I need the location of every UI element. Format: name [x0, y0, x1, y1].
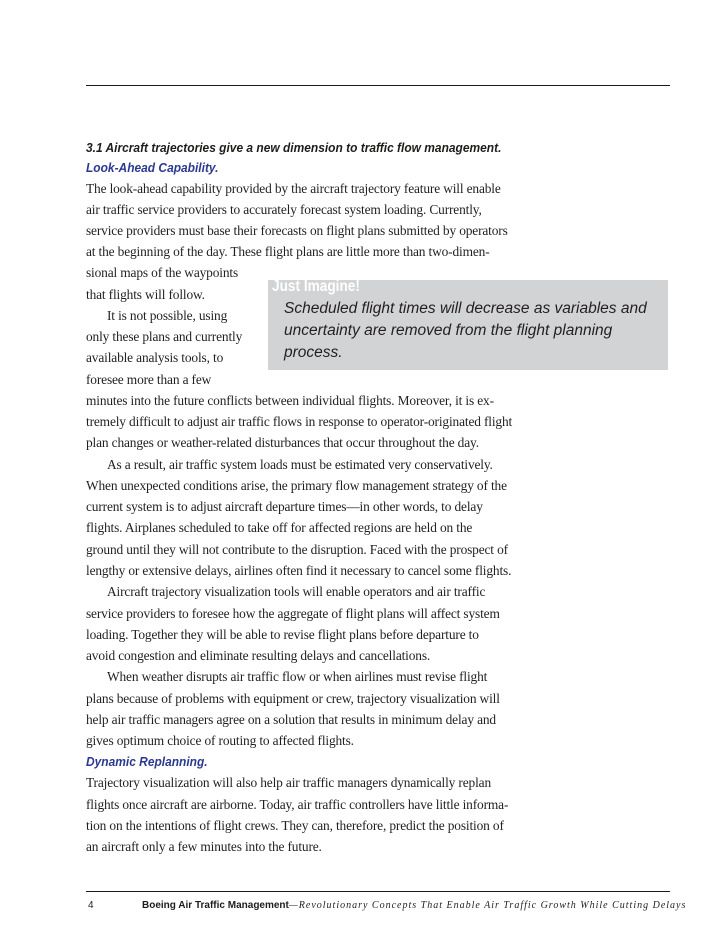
page-number: 4 [88, 900, 94, 911]
subheading-look-ahead: Look-Ahead Capability. [86, 160, 219, 175]
top-rule [86, 85, 670, 86]
body-line: help air traffic managers agree on a solution that results in minimum delay and [86, 712, 496, 727]
footer-dash: — [288, 900, 299, 911]
body-line: As a result, air traffic system loads must be estimated very conservatively. [107, 457, 493, 472]
bottom-rule [86, 891, 670, 892]
body-line: minutes into the future conflicts between individual flights. Moreover, it is ex- [86, 393, 494, 408]
body-line: air traffic service providers to accurately forecast system loading. Currently, [86, 202, 482, 217]
body-line: It is not possible, using [107, 308, 228, 323]
running-footer [142, 900, 686, 911]
footer-title: Boeing Air Traffic Management [142, 900, 289, 911]
body-line: foresee more than a few [86, 372, 212, 387]
body-line: loading. Together they will be able to revise flight plans before departure to [86, 627, 479, 642]
body-line: tion on the intentions of flight crews. They can, therefore, predict the position of [86, 818, 504, 833]
body-line: current system is to adjust aircraft departure times—in other words, to delay [86, 499, 483, 514]
body-line: plans because of problems with equipment or crew, trajectory visualization will [86, 691, 500, 706]
body-line: sional maps of the waypoints [86, 265, 239, 280]
section-heading: 3.1 Aircraft trajectories give a new dimension to traffic flow management. [86, 140, 502, 155]
body-line: Aircraft trajectory visualization tools will enable operators and air traffic [107, 584, 486, 599]
body-line: plan changes or weather-related disturbances that occur throughout the day. [86, 435, 479, 450]
body-line: at the beginning of the day. These flight plans are little more than two-dimen- [86, 244, 490, 259]
body-line: flights. Airplanes scheduled to take off for affected regions are held on the [86, 520, 473, 535]
callout-line: uncertainty are removed from the flight planning [284, 322, 613, 339]
body-line: ground until they will not contribute to the disruption. Faced with the prospect of [86, 542, 508, 557]
body-line: an aircraft only a few minutes into the future. [86, 839, 322, 854]
body-line: avoid congestion and eliminate resulting delays and cancellations. [86, 648, 431, 663]
subheading-dynamic-replanning: Dynamic Replanning. [86, 754, 208, 769]
body-line: When unexpected conditions arise, the primary flow management strategy of the [86, 478, 507, 493]
callout-line: process. [284, 344, 343, 361]
callout-line: Scheduled flight times will decrease as variables and [284, 300, 647, 317]
body-line: only these plans and currently [86, 329, 243, 344]
callout-title: Just Imagine! [272, 278, 360, 295]
body-line: that flights will follow. [86, 287, 205, 302]
body-line: available analysis tools, to [86, 350, 224, 365]
body-line: The look-ahead capability provided by the aircraft trajectory feature will enable [86, 181, 501, 196]
body-line: tremely difficult to adjust air traffic flows in response to operator-originated flight [86, 414, 513, 429]
footer-subtitle: Revolutionary Concepts That Enable Air Traffic Growth While Cutting Delays [298, 900, 687, 911]
body-line: flights once aircraft are airborne. Today, air traffic controllers have little informa- [86, 797, 509, 812]
body-line: gives optimum choice of routing to affected flights. [86, 733, 354, 748]
body-line: When weather disrupts air traffic flow or when airlines must revise flight [107, 669, 488, 684]
body-line: service providers must base their forecasts on flight plans submitted by operators [86, 223, 508, 238]
body-line: lengthy or extensive delays, airlines often find it necessary to cancel some flights. [86, 563, 512, 578]
body-line: Trajectory visualization will also help air traffic managers dynamically replan [86, 775, 491, 790]
body-line: service providers to foresee how the aggregate of flight plans will affect system [86, 606, 500, 621]
